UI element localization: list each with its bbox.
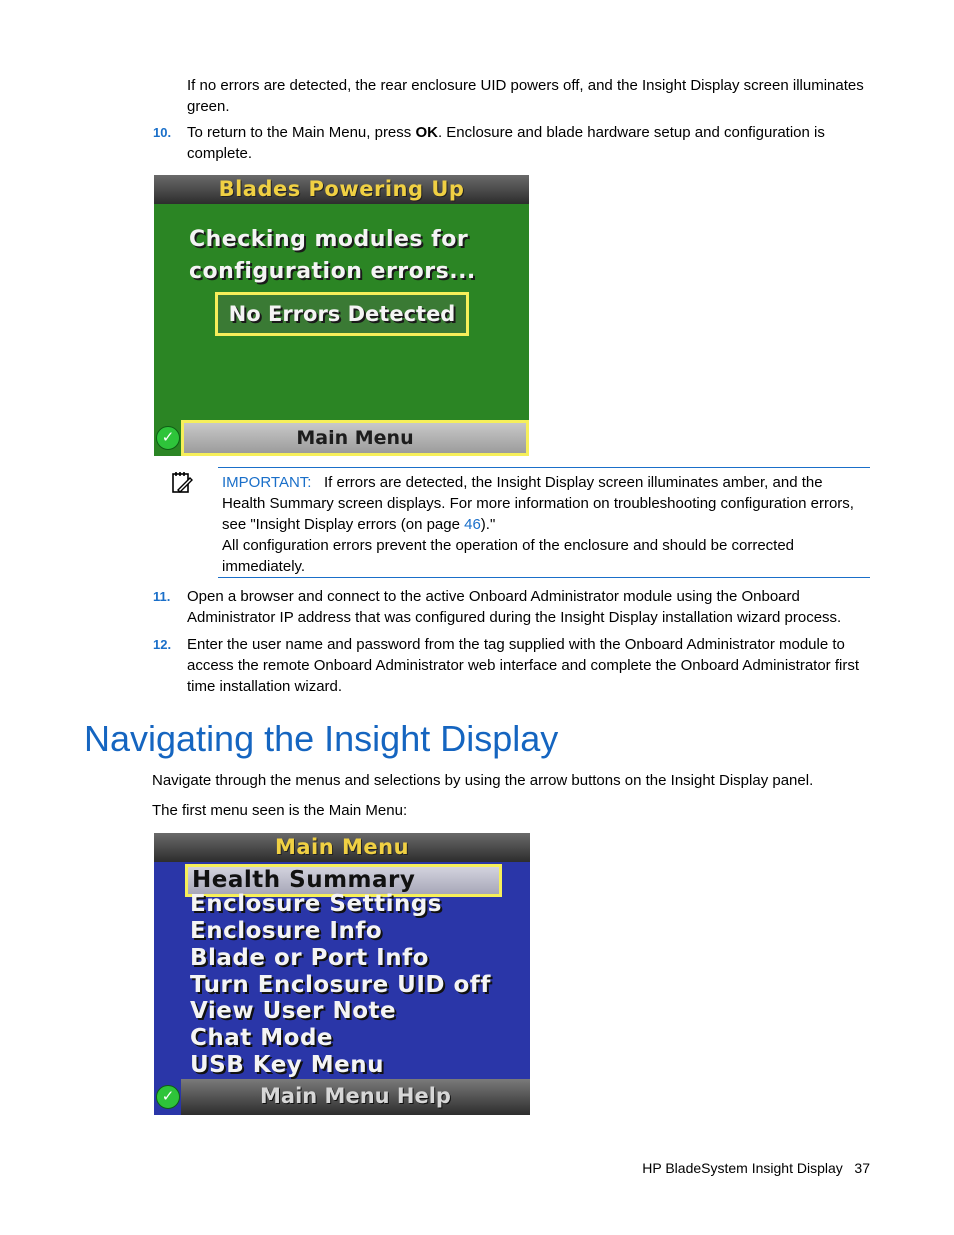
important-label: IMPORTANT: bbox=[222, 474, 312, 491]
menu-item-chat-mode: Chat Mode bbox=[190, 1025, 334, 1051]
screen-header: Main Menu bbox=[154, 833, 530, 862]
intro-paragraph: If no errors are detected, the rear enclosure UID powers off, and the Insight Display screen illuminates green. bbox=[187, 77, 864, 115]
important-text bbox=[222, 472, 870, 535]
step-number: 10. bbox=[153, 125, 172, 140]
doc-title: HP BladeSystem Insight Display bbox=[642, 1160, 843, 1176]
step-number: 11. bbox=[153, 589, 171, 604]
menu-item-enclosure-settings: Enclosure Settings bbox=[190, 891, 442, 917]
insight-display-screen-powering-up bbox=[154, 175, 529, 456]
step-text-part: To return to the Main Menu, press bbox=[187, 124, 416, 141]
section-paragraph: The first menu seen is the Main Menu: bbox=[152, 802, 408, 819]
step-number: 12. bbox=[153, 637, 172, 652]
menu-item-health-summary: Health Summary bbox=[185, 864, 502, 897]
page-link[interactable]: 46 bbox=[464, 516, 481, 533]
screen-header: Blades Powering Up bbox=[154, 175, 529, 204]
step-text: Enter the user name and password from the tag supplied with the Onboard Administrator module to access the remote Onboard Administrator web interface and complete the Onboard Administrator first time installation wizard. bbox=[187, 636, 859, 695]
screen-footer bbox=[154, 1079, 530, 1115]
screen-message-line: Checking modules for bbox=[189, 227, 469, 252]
page-number: 37 bbox=[854, 1160, 870, 1176]
section-heading: Navigating the Insight Display bbox=[84, 718, 559, 759]
section-paragraph: Navigate through the menus and selections by using the arrow buttons on the Insight Display panel. bbox=[152, 772, 814, 789]
important-text-2: All configuration errors prevent the operation of the enclosure and should be corrected immediately. bbox=[222, 537, 795, 575]
page-footer bbox=[642, 1158, 870, 1179]
step-text-part: . Enclosure and blade hardware setup and configuration is complete. bbox=[187, 124, 825, 162]
important-text-part: )." bbox=[480, 516, 496, 533]
check-icon: ✓ bbox=[156, 426, 180, 450]
insight-display-screen-main-menu bbox=[154, 833, 530, 1115]
main-menu-help-button: Main Menu Help bbox=[181, 1079, 530, 1115]
menu-item-usb-key-menu: USB Key Menu bbox=[190, 1052, 385, 1078]
status-box: No Errors Detected bbox=[215, 292, 469, 336]
important-note-icon bbox=[170, 470, 194, 494]
menu-item-turn-uid-off: Turn Enclosure UID off bbox=[190, 972, 491, 998]
ok-key-label: OK bbox=[415, 124, 438, 141]
screen-message-line: configuration errors... bbox=[189, 259, 476, 284]
important-note bbox=[218, 467, 870, 578]
menu-item-enclosure-info: Enclosure Info bbox=[190, 918, 383, 944]
step-text: Open a browser and connect to the active Onboard Administrator module using the Onboard Administrator IP address that was configured during the Insight Display installation wizard process. bbox=[187, 588, 842, 626]
menu-item-blade-port-info: Blade or Port Info bbox=[190, 945, 429, 971]
screen-footer bbox=[154, 420, 529, 456]
step-text bbox=[187, 122, 871, 164]
menu-item-view-user-note: View User Note bbox=[190, 998, 397, 1024]
main-menu-button: Main Menu bbox=[181, 420, 529, 456]
important-text-part: If errors are detected, the Insight Display screen illuminates amber, and the Health Summary screen displays. For more information on troubleshooting configuration errors, see "Insight Display errors (on page bbox=[222, 474, 854, 533]
check-icon: ✓ bbox=[156, 1085, 180, 1109]
